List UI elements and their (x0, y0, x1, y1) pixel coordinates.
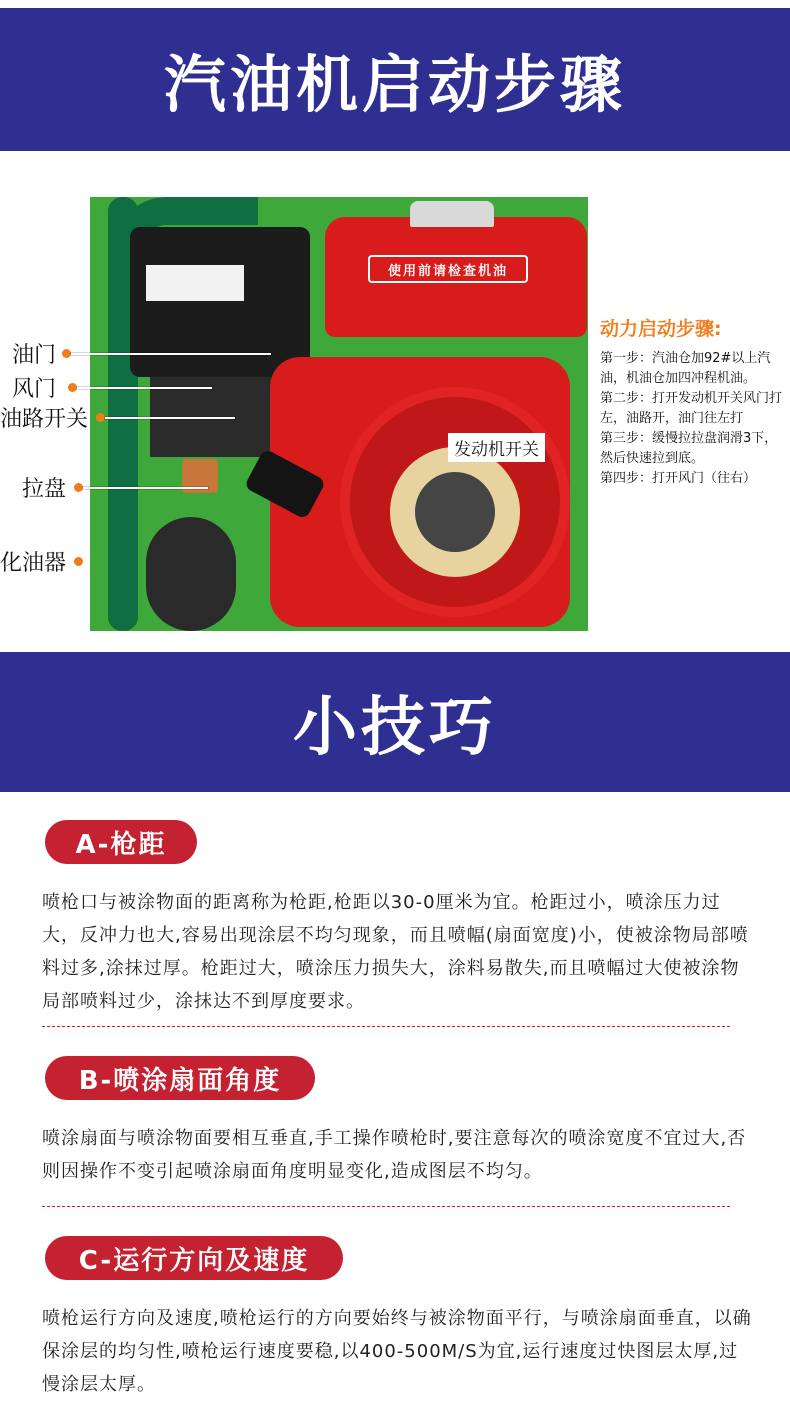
callout-line (105, 417, 235, 419)
engine-switch-label: 发动机开关 (448, 433, 545, 462)
steps-heading: 动力启动步骤: (600, 318, 722, 340)
step-line: 第三步：缓慢拉拉盘润滑3下，然后快速拉到底。 (600, 431, 778, 466)
tip-a-badge: A-枪距 (45, 820, 197, 864)
tip-a-text: 喷枪口与被涂物面的距离称为枪距,枪距以30-0厘米为宜。枪距过小，喷涂压力过大，反冲力也大,容易出现涂层不均匀现象，而且喷幅(扇面宽度)小，使被涂物局部喷料过多,涂抹过厚。枪距过大，喷涂压力损失大，涂料易散失,而且喷幅过大使被涂物局部喷料过少，涂抹达不到厚度要求。 (42, 892, 749, 1012)
callout-dot (74, 483, 83, 492)
callout-label: 油路开关 (0, 407, 89, 432)
tips-banner (0, 652, 790, 792)
callout-line (71, 353, 271, 355)
callout-choke (12, 372, 212, 403)
callout-dot (74, 557, 83, 566)
callout-label: 油门 (12, 343, 57, 368)
callout-line (77, 387, 212, 389)
tip-c-badge: C-运行方向及速度 (45, 1236, 343, 1280)
callout-throttle (12, 338, 271, 369)
fuel-cap (410, 201, 494, 227)
wheel (146, 517, 236, 631)
callout-dot (96, 413, 105, 422)
step-line: 第四步：打开风门（往右） (600, 471, 757, 486)
step-line: 第一步：汽油仓加92#以上汽油，机油仓加四冲程机油。 (600, 351, 771, 386)
callout-dot (68, 383, 77, 392)
callout-pull-disc (22, 472, 208, 503)
page-title: 汽油机启动步骤 (163, 48, 626, 121)
callout-fuel-valve (0, 402, 235, 433)
step-line: 第二步：打开发动机开关风门打左，油路开，油门往左打 (600, 391, 783, 426)
callout-carburetor (0, 546, 83, 577)
callout-line (83, 487, 208, 489)
start-steps (600, 314, 786, 489)
fuel-tank-label: 使用前请检查机油 (368, 255, 528, 283)
callout-label: 风门 (12, 377, 57, 402)
divider (42, 1026, 730, 1027)
divider (42, 1206, 730, 1207)
tip-b-badge: B-喷涂扇面角度 (45, 1056, 315, 1100)
callout-label: 化油器 (0, 551, 67, 576)
tip-c-text: 喷枪运行方向及速度,喷枪运行的方向要始终与被涂物面平行，与喷涂扇面垂直，以确保涂层的均匀性,喷枪运行速度要稳,以400-500M/S为宜,运行速度过快图层太厚,过慢涂层太厚。 (42, 1308, 752, 1395)
tip-b-text: 喷涂扇面与喷涂物面要相互垂直,手工操作喷枪时,要注意每次的喷涂宽度不宜过大,否则因操作不变引起喷涂扇面角度明显变化,造成图层不均匀。 (42, 1128, 747, 1182)
recoil-starter-hub (415, 472, 495, 552)
tips-title: 小技巧 (293, 691, 497, 765)
header-banner (0, 8, 790, 151)
callout-label: 拉盘 (22, 477, 67, 502)
air-filter-sticker (146, 265, 244, 301)
callout-dot (62, 349, 71, 358)
